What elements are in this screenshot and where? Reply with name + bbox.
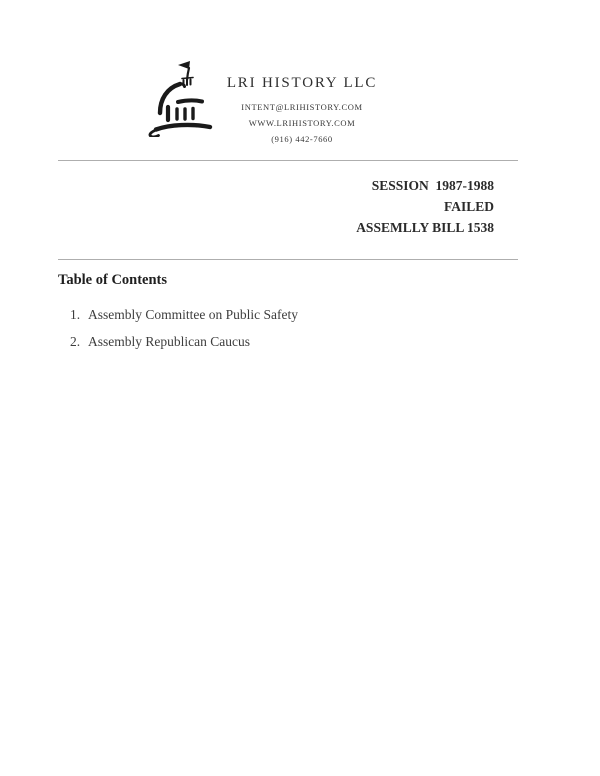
horizontal-rule-top	[58, 160, 518, 161]
toc-item-number: 2.	[70, 334, 81, 349]
toc-item-label: Assembly Committee on Public Safety	[88, 307, 298, 322]
toc-item-label: Assembly Republican Caucus	[88, 334, 250, 349]
company-name: LRI HISTORY LLC	[226, 75, 378, 91]
bill-line: ASSEMLLY BILL 1538	[356, 220, 494, 235]
toc-item	[70, 301, 298, 328]
email-text: INTENT@LRIHISTORY.COM	[241, 102, 363, 112]
horizontal-rule-bottom	[58, 259, 518, 260]
capitol-dome-logo-icon	[144, 57, 214, 137]
letterhead	[222, 75, 382, 147]
status-line: FAILED	[443, 199, 494, 214]
toc-item-number: 1.	[70, 307, 81, 322]
case-info-block	[58, 175, 494, 238]
phone-text: (916) 442-7660	[271, 134, 333, 144]
toc-heading: Table of Contents	[58, 272, 168, 288]
website-text: WWW.LRIHISTORY.COM	[248, 118, 356, 128]
session-line: SESSION 1987-1988	[371, 178, 494, 193]
toc-list	[70, 301, 298, 355]
toc-item	[70, 328, 298, 355]
